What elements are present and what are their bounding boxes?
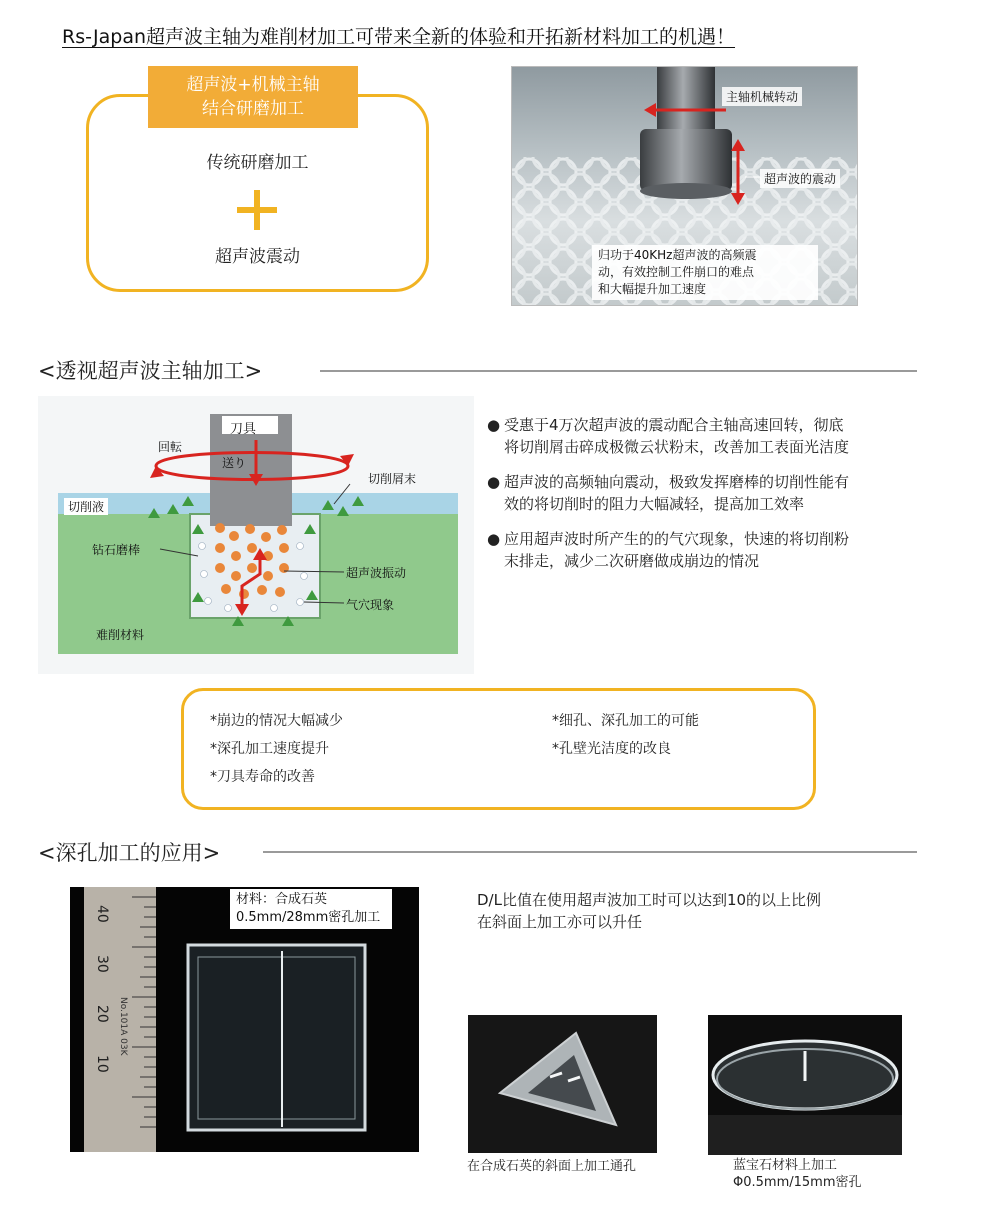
spindle-photo [511,66,858,306]
bullet-text [504,471,849,515]
diamond-bar-label: 钻石磨棒 [92,543,141,557]
dl-ratio-line1: D/L比值在使用超声波加工时可以达到10的以上比例 [477,891,822,909]
spindle-note-line1: 归功于40KHz超声波的高频震 [598,248,757,262]
spindle-note-line3: 和大幅提升加工速度 [598,282,707,296]
sapphire-disc-illustration [708,1015,902,1155]
disc-caption [733,1157,861,1191]
prism-illustration [468,1015,657,1153]
ultrasonic-label: 超声波振动 [346,566,407,580]
section-divider [320,370,917,372]
plus-icon [237,190,277,230]
rotation-label: 回転 [158,440,183,454]
disc-caption-line1: 蓝宝石材料上加工 [733,1158,838,1173]
prism-photo [468,1015,657,1153]
concept-banner-line1: 超声波+机械主轴 [186,75,320,95]
spindle-note-line2: 动，有效控制工件崩口的难点 [598,265,755,279]
ruler-text: No.101A 03K [118,997,128,1056]
bullet-dot-icon: ● [487,416,501,434]
benefit-item: *细孔、深孔加工的可能 [552,713,699,729]
bullet-line: 受惠于4万次超声波的震动配合主轴高速回转，彻底 [504,416,844,434]
ruler-mark: 20 [94,1005,110,1023]
benefits-box [181,688,816,810]
dl-ratio-text [477,889,821,933]
ruler-mark: 40 [94,905,110,923]
bullet-item [487,471,957,515]
bullet-line: 超声波的高频轴向震动，极致发挥磨棒的切削性能有 [504,473,850,491]
coolant-label: 切削液 [64,498,108,515]
material-label: 难削材料 [96,628,145,642]
ultrasonic-vibration-label: 超声波的震动 [760,169,840,188]
benefit-item: *深孔加工速度提升 [210,741,329,757]
ruler-mark: 30 [94,955,110,973]
benefit-item: *崩边的情况大幅减少 [210,713,343,729]
spindle-photo-note [592,245,818,300]
concept-item-ultrasonic: 超声波震动 [215,247,300,267]
bullet-text [504,528,849,572]
bullet-text [504,414,849,458]
concept-item-grinding: 传统研磨加工 [206,153,309,173]
dl-ratio-line2: 在斜面上加工亦可以升任 [477,913,643,931]
benefit-item: *孔壁光洁度的改良 [552,741,671,757]
feature-bullets [487,414,957,585]
feed-label: 送り [222,456,247,470]
quartz-label-line2: 0.5mm/28mm密孔加工 [236,910,381,925]
section-divider [263,851,917,853]
section-title-mechanism: <透视超声波主轴加工> [38,359,263,383]
ruler-mark: 10 [94,1055,110,1073]
bullet-line: 将切削屑击碎成极微云状粉末，改善加工表面光洁度 [504,438,850,456]
concept-banner [148,66,358,128]
quartz-block-photo [70,887,419,1152]
sapphire-disc-photo [708,1015,902,1155]
bullet-line: 效的将切削时的阻力大幅减轻，提高加工效率 [504,495,805,513]
bullet-dot-icon: ● [487,530,501,548]
tool-label: 刀具 [230,422,257,437]
bullet-dot-icon: ● [487,473,501,491]
machining-diagram [38,396,474,674]
bullet-item [487,528,957,572]
bullet-line: 应用超声波时所产生的的气穴现象，快速的将切削粉 [504,530,850,548]
quartz-label [230,889,392,929]
bullet-item [487,414,957,458]
benefit-item: *刀具寿命的改善 [210,769,315,785]
disc-caption-line2: Φ0.5mm/15mm密孔 [733,1175,862,1190]
section-title-deep-hole: <深孔加工的应用> [38,841,221,865]
bullet-line: 末排走，减少二次研磨做成崩边的情况 [504,552,760,570]
spindle-rotation-label: 主轴机械转动 [722,87,802,106]
page-title: Rs-Japan超声波主轴为难削材加工可带来全新的体验和开拓新材料加工的机遇！ [62,26,736,48]
quartz-label-line1: 材料：合成石英 [236,892,328,907]
concept-banner-line2: 结合研磨加工 [202,99,304,119]
cavitation-label: 气穴现象 [346,598,395,612]
chips-label: 切削屑末 [368,472,417,486]
prism-caption: 在合成石英的斜面上加工通孔 [467,1159,637,1174]
